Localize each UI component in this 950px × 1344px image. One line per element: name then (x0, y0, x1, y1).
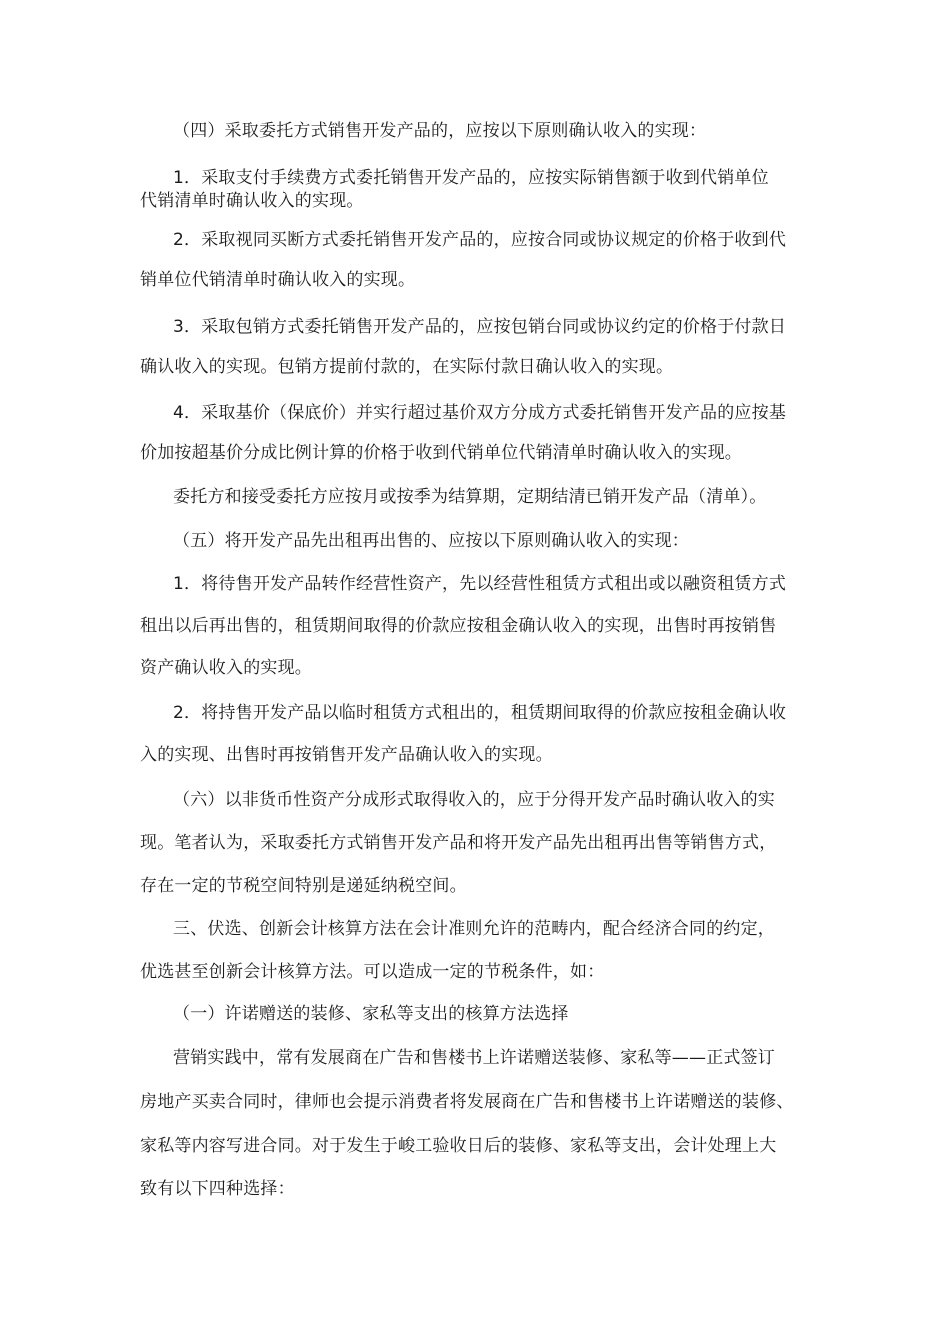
paragraph-line: 资产确认收入的实现。 (140, 658, 312, 678)
paragraph-line: 三、伏选、创新会计核算方法在会计准则允许的范畴内，配合经济合同的约定， (173, 919, 775, 939)
paragraph-line: 租出以后再出售的，租赁期间取得的价款应按租金确认收入的实现，出售时再按销售 (140, 616, 777, 636)
paragraph-line: 2．采取视同买断方式委托销售开发产品的，应按合同或协议规定的价格于收到代 (173, 230, 787, 250)
paragraph-line: 价加按超基价分成比例计算的价格于收到代销单位代销清单时确认收入的实现。 (140, 443, 742, 463)
paragraph-line: （六）以非货币性资产分成形式取得收入的，应于分得开发产品时确认收入的实 (173, 790, 775, 810)
paragraph-line: 销单位代销清单时确认收入的实现。 (140, 270, 416, 290)
paragraph-line: 委托方和接受委托方应按月或按季为结算期，定期结清已销开发产品（清单）。 (173, 487, 767, 507)
paragraph-line: 入的实现、出售时再按销售开发产品确认收入的实现。 (140, 745, 553, 765)
paragraph-line: 家私等内容写进合同。对于发生于峻工验收日后的装修、家私等支出，会计处理上大 (140, 1136, 777, 1156)
paragraph-line: （四）采取委托方式销售开发产品的，应按以下原则确认收入的实现： (173, 121, 707, 141)
paragraph-line: 1．采取支付手续费方式委托销售开发产品的，应按实际销售额于收到代销单位 (173, 168, 769, 188)
paragraph-line: 营销实践中，常有发展商在广告和售楼书上许诺赠送装修、家私等——正式签订 (173, 1048, 775, 1068)
paragraph-line: （一）许诺赠送的装修、家私等支出的核算方法选择 (173, 1004, 569, 1024)
paragraph-line: 代销清单时确认收入的实现。 (140, 191, 364, 211)
paragraph-line: 3．采取包销方式委托销售开发产品的，应按包销台同或协议约定的价格于付款日 (173, 317, 787, 337)
paragraph-line: 房地产买卖合同时，律师也会提示消费者将发展商在广告和售楼书上许诺赠送的装修、 (140, 1092, 794, 1112)
paragraph-line: 2．将持售开发产品以临时租赁方式租出的，租赁期间取得的价款应按租金确认收 (173, 703, 787, 723)
paragraph-line: 现。笔者认为，采取委托方式销售开发产品和将开发产品先出租再出售等销售方式， (140, 833, 777, 853)
paragraph-line: 4．采取基价（保底价）并实行超过基价双方分成方式委托销售开发产品的应按基 (173, 403, 787, 423)
paragraph-line: （五）将开发产品先出租再出售的、应按以下原则确认收入的实现： (173, 531, 689, 551)
paragraph-line: 优选甚至创新会计核算方法。可以造成一定的节税条件，如： (140, 962, 605, 982)
paragraph-line: 致有以下四种选择： (140, 1179, 295, 1199)
paragraph-line: 存在一定的节税空间特别是递延纳税空间。 (140, 876, 467, 896)
paragraph-line: 1．将待售开发产品转作经营性资产，先以经营性租赁方式租出或以融资租赁方式 (173, 574, 787, 594)
paragraph-line: 确认收入的实现。包销方提前付款的，在实际付款日确认收入的实现。 (140, 357, 674, 377)
